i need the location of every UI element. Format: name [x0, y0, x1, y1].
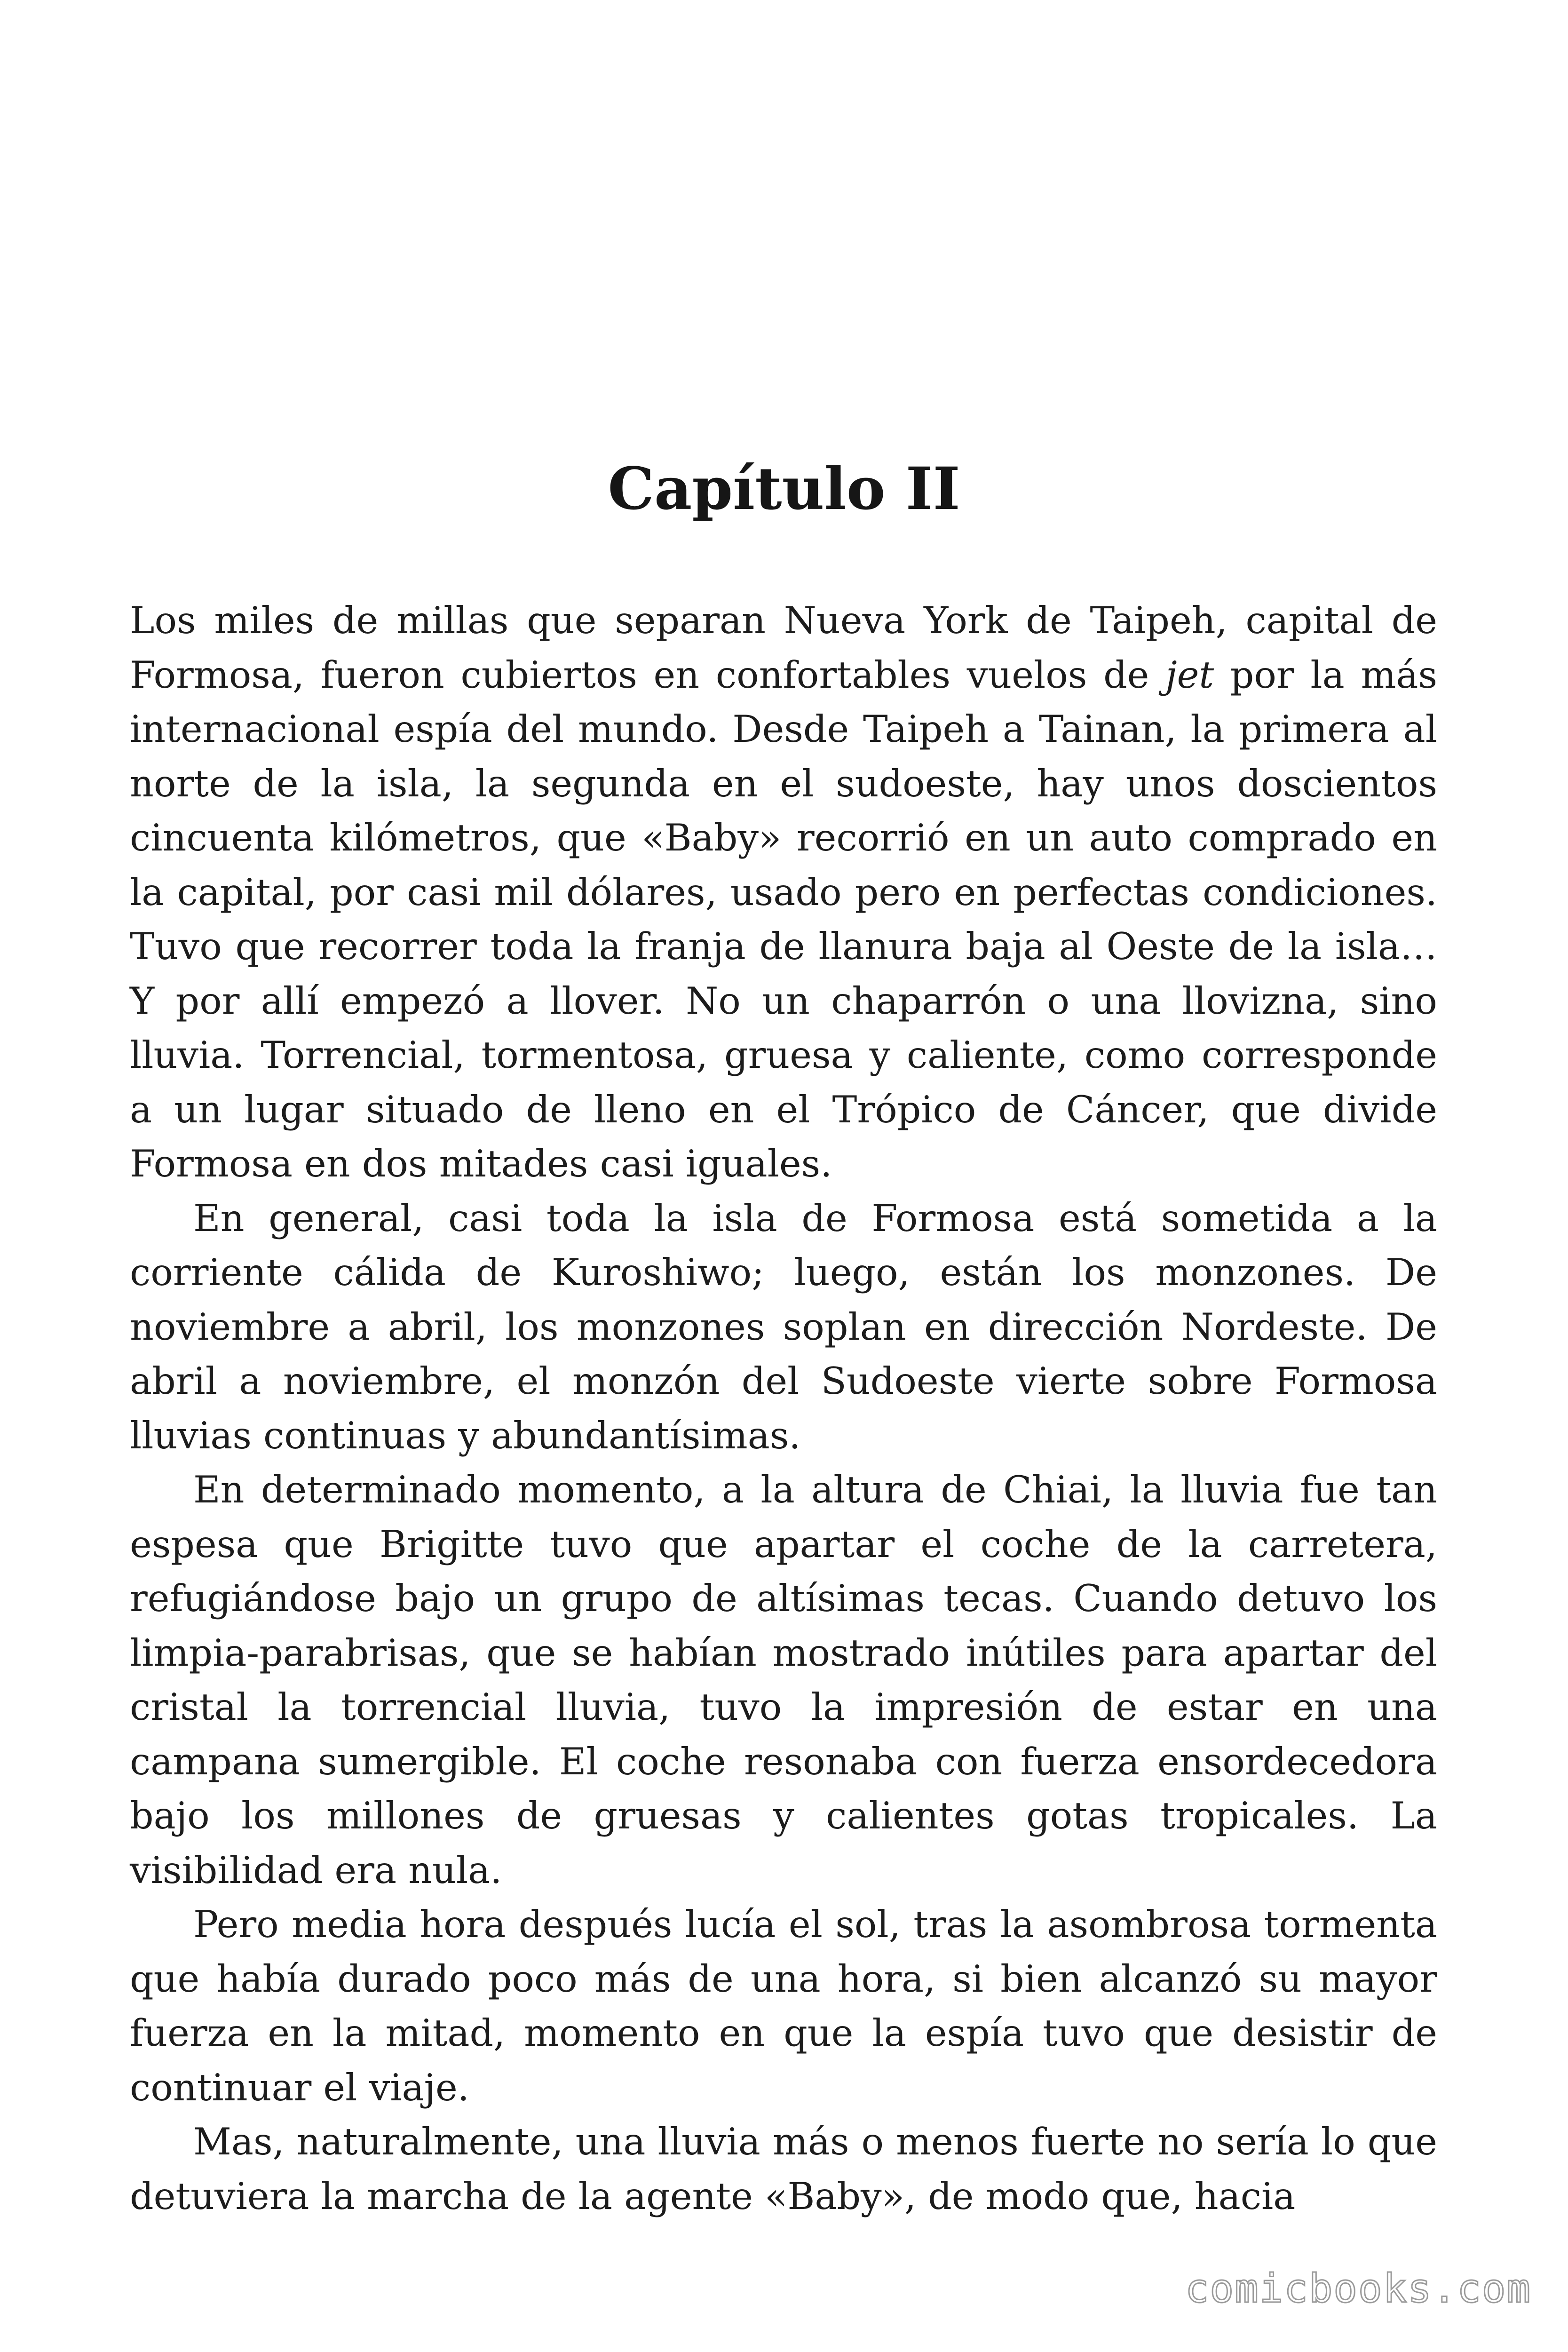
chapter-body — [130, 594, 1437, 2224]
paragraph-5: Mas, naturalmente, una lluvia más o menos fuerte no sería lo que detuviera la marcha de la agente «Baby», de modo que, hacia — [130, 2120, 1437, 2218]
paragraph-1-part-1: Los miles de millas que separan Nueva York de Taipeh, capital de Formosa, fueron cubiertos en confortables vuelos de — [130, 599, 1437, 697]
chapter-title: Capítulo II — [608, 455, 960, 523]
paragraph-1 — [130, 594, 1437, 1192]
paragraph-2: En general, casi toda la isla de Formosa está sometida a la corriente cálida de Kuroshiwo; luego, están los monzones. De noviembre a abril, los monzones soplan en dirección Nordeste. De abril a noviembre, el monzón del Sudoeste vierte sobre Formosa lluvias continuas y abundantísimas. — [130, 1196, 1437, 1457]
paragraph-3: En determinado momento, a la altura de Chiai, la lluvia fue tan espesa que Brigitte tuvo que apartar el coche de la carretera, refugiándose bajo un grupo de altísimas tecas. Cuando detuvo los limpia-parabrisas, que se habían mostrado inútiles para apartar del cristal la torrencial lluvia, tuvo la impresión de estar en una campana sumergible. El coche resonaba con fuerza ensordecedora bajo los millones de gruesas y calientes gotas tropicales. La visibilidad era nula. — [130, 1468, 1437, 1892]
watermark: comicbooks.com — [1185, 2265, 1531, 2312]
paragraph-1-part-2: por la más internacional espía del mundo. Desde Taipeh a Tainan, la primera al norte de la isla, la segunda en el sudoeste, hay unos doscientos cincuenta kilómetros, que «Baby» recorrió en un auto comprado en la capital, por casi mil dólares, usado pero en perfectas condiciones. Tuvo que recorrer toda la franja de llanura baja al Oeste de la isla… Y por allí empezó a llover. No un chaparrón o una llovizna, sino lluvia. Torrencial, tormentosa, gruesa y caliente, como corresponde a un lugar situado de lleno en el Trópico de Cáncer, que divide Formosa en dos mitades casi iguales. — [130, 653, 1437, 1185]
paragraph-1-italic-word: jet — [1165, 653, 1214, 697]
paragraph-4: Pero media hora después lucía el sol, tras la asombrosa tormenta que había durado poco más de una hora, si bien alcanzó su mayor fuerza en la mitad, momento en que la espía tuvo que desistir de continuar el viaje. — [130, 1903, 1437, 2109]
